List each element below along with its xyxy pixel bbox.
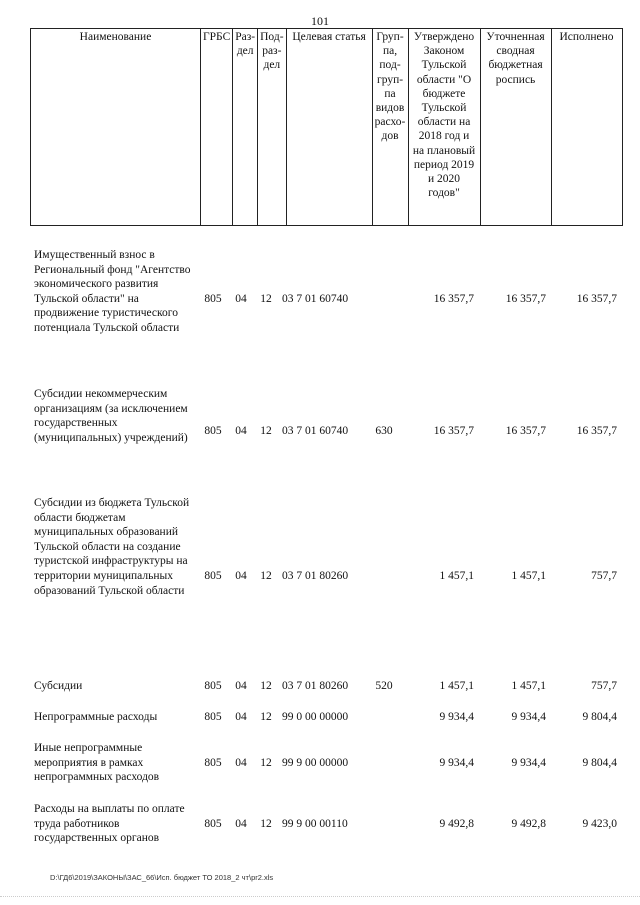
row-approved: 9 934,4: [439, 711, 474, 723]
row-name: Субсидии некоммерческим организациям (за исключением государственных (муниципальных) учреждений): [34, 388, 188, 444]
row-approved: 9 934,4: [439, 757, 474, 769]
row-executed: 757,7: [591, 680, 617, 692]
row-approved: 9 492,8: [439, 818, 474, 830]
row-razdel: 04: [235, 293, 247, 305]
row-grbs: 805: [204, 425, 222, 437]
row-razdel: 04: [235, 818, 247, 830]
row-podrazdel: 12: [260, 818, 272, 830]
row-podrazdel: 12: [260, 425, 272, 437]
row-podrazdel: 12: [260, 570, 272, 582]
row-refined: 1 457,1: [511, 680, 546, 692]
row-podrazdel: 12: [260, 293, 272, 305]
row-approved: 16 357,7: [433, 425, 474, 437]
row-target: 03 7 01 80260: [282, 570, 349, 582]
row-target: 99 9 00 00000: [282, 757, 349, 769]
row-grbs: 805: [204, 680, 222, 692]
row-refined: 1 457,1: [511, 570, 546, 582]
header-executed: Исполнено: [551, 29, 622, 226]
header-grbs: ГРБС: [201, 29, 233, 226]
row-refined: 9 934,4: [511, 711, 546, 723]
row-razdel: 04: [235, 425, 247, 437]
row-name: Имущественный взнос в Региональный фонд "Агентство экономического развития Тульской области" на продвижение туристического потенциала Тульской области: [34, 249, 191, 334]
row-name: Непрограммные расходы: [34, 711, 158, 723]
header-name: Наименование: [31, 29, 201, 226]
bottom-divider: [0, 896, 640, 899]
row-approved: 16 357,7: [433, 293, 474, 305]
row-refined: 16 357,7: [505, 425, 546, 437]
row-vid: 630: [375, 425, 393, 437]
row-razdel: 04: [235, 757, 247, 769]
row-executed: 9 804,4: [582, 757, 617, 769]
row-target: 99 0 00 00000: [282, 711, 349, 723]
row-approved: 1 457,1: [439, 680, 474, 692]
row-target: 03 7 01 80260: [282, 680, 349, 692]
header-refined: Уточненная сводная бюджетная роспись: [480, 29, 551, 226]
row-executed: 9 423,0: [582, 818, 617, 830]
row-vid: 520: [375, 680, 393, 692]
row-grbs: 805: [204, 293, 222, 305]
row-razdel: 04: [235, 711, 247, 723]
row-name: Субсидии из бюджета Тульской области бюджетам муниципальных образований Тульской области на создание туристской инфраструктуры на территории муниципальных образований Тульской области: [34, 497, 190, 597]
file-path-footer: D:\ГД6\2019\ЗАКОНЫ\ЗАС_66\Исп. бюджет ТО 2018_2 чт\pr2.xls: [50, 873, 274, 882]
row-name: Иные непрограммные мероприятия в рамках непрограммных расходов: [34, 742, 160, 784]
row-target: 99 9 00 00110: [282, 818, 348, 830]
row-podrazdel: 12: [260, 711, 272, 723]
page-number: 101: [311, 14, 329, 28]
row-approved: 1 457,1: [439, 570, 474, 582]
header-podrazdel: Под- раз- дел: [258, 29, 286, 226]
row-refined: 9 492,8: [511, 818, 546, 830]
row-grbs: 805: [204, 818, 222, 830]
row-refined: 16 357,7: [505, 293, 546, 305]
row-refined: 9 934,4: [511, 757, 546, 769]
row-razdel: 04: [235, 570, 247, 582]
row-executed: 757,7: [591, 570, 617, 582]
row-name: Субсидии: [34, 680, 83, 692]
header-approved: Утверждено Законом Тульской области "О бюджете Тульской области на 2018 год и на плановый период 2019 и 2020 годов": [408, 29, 480, 226]
row-razdel: 04: [235, 680, 247, 692]
row-executed: 9 804,4: [582, 711, 617, 723]
row-target: 03 7 01 60740: [282, 293, 349, 305]
header-vid: Груп- па, под- груп- па видов расхо- дов: [372, 29, 408, 226]
row-grbs: 805: [204, 711, 222, 723]
row-podrazdel: 12: [260, 680, 272, 692]
row-target: 03 7 01 60740: [282, 425, 349, 437]
header-razdel: Раз- дел: [233, 29, 258, 226]
table-header: [30, 28, 623, 226]
row-podrazdel: 12: [260, 757, 272, 769]
row-executed: 16 357,7: [576, 293, 617, 305]
row-grbs: 805: [204, 757, 222, 769]
row-grbs: 805: [204, 570, 222, 582]
row-executed: 16 357,7: [576, 425, 617, 437]
header-target: Целевая статья: [286, 29, 372, 226]
row-name: Расходы на выплаты по оплате труда работников государственных органов: [34, 803, 185, 845]
